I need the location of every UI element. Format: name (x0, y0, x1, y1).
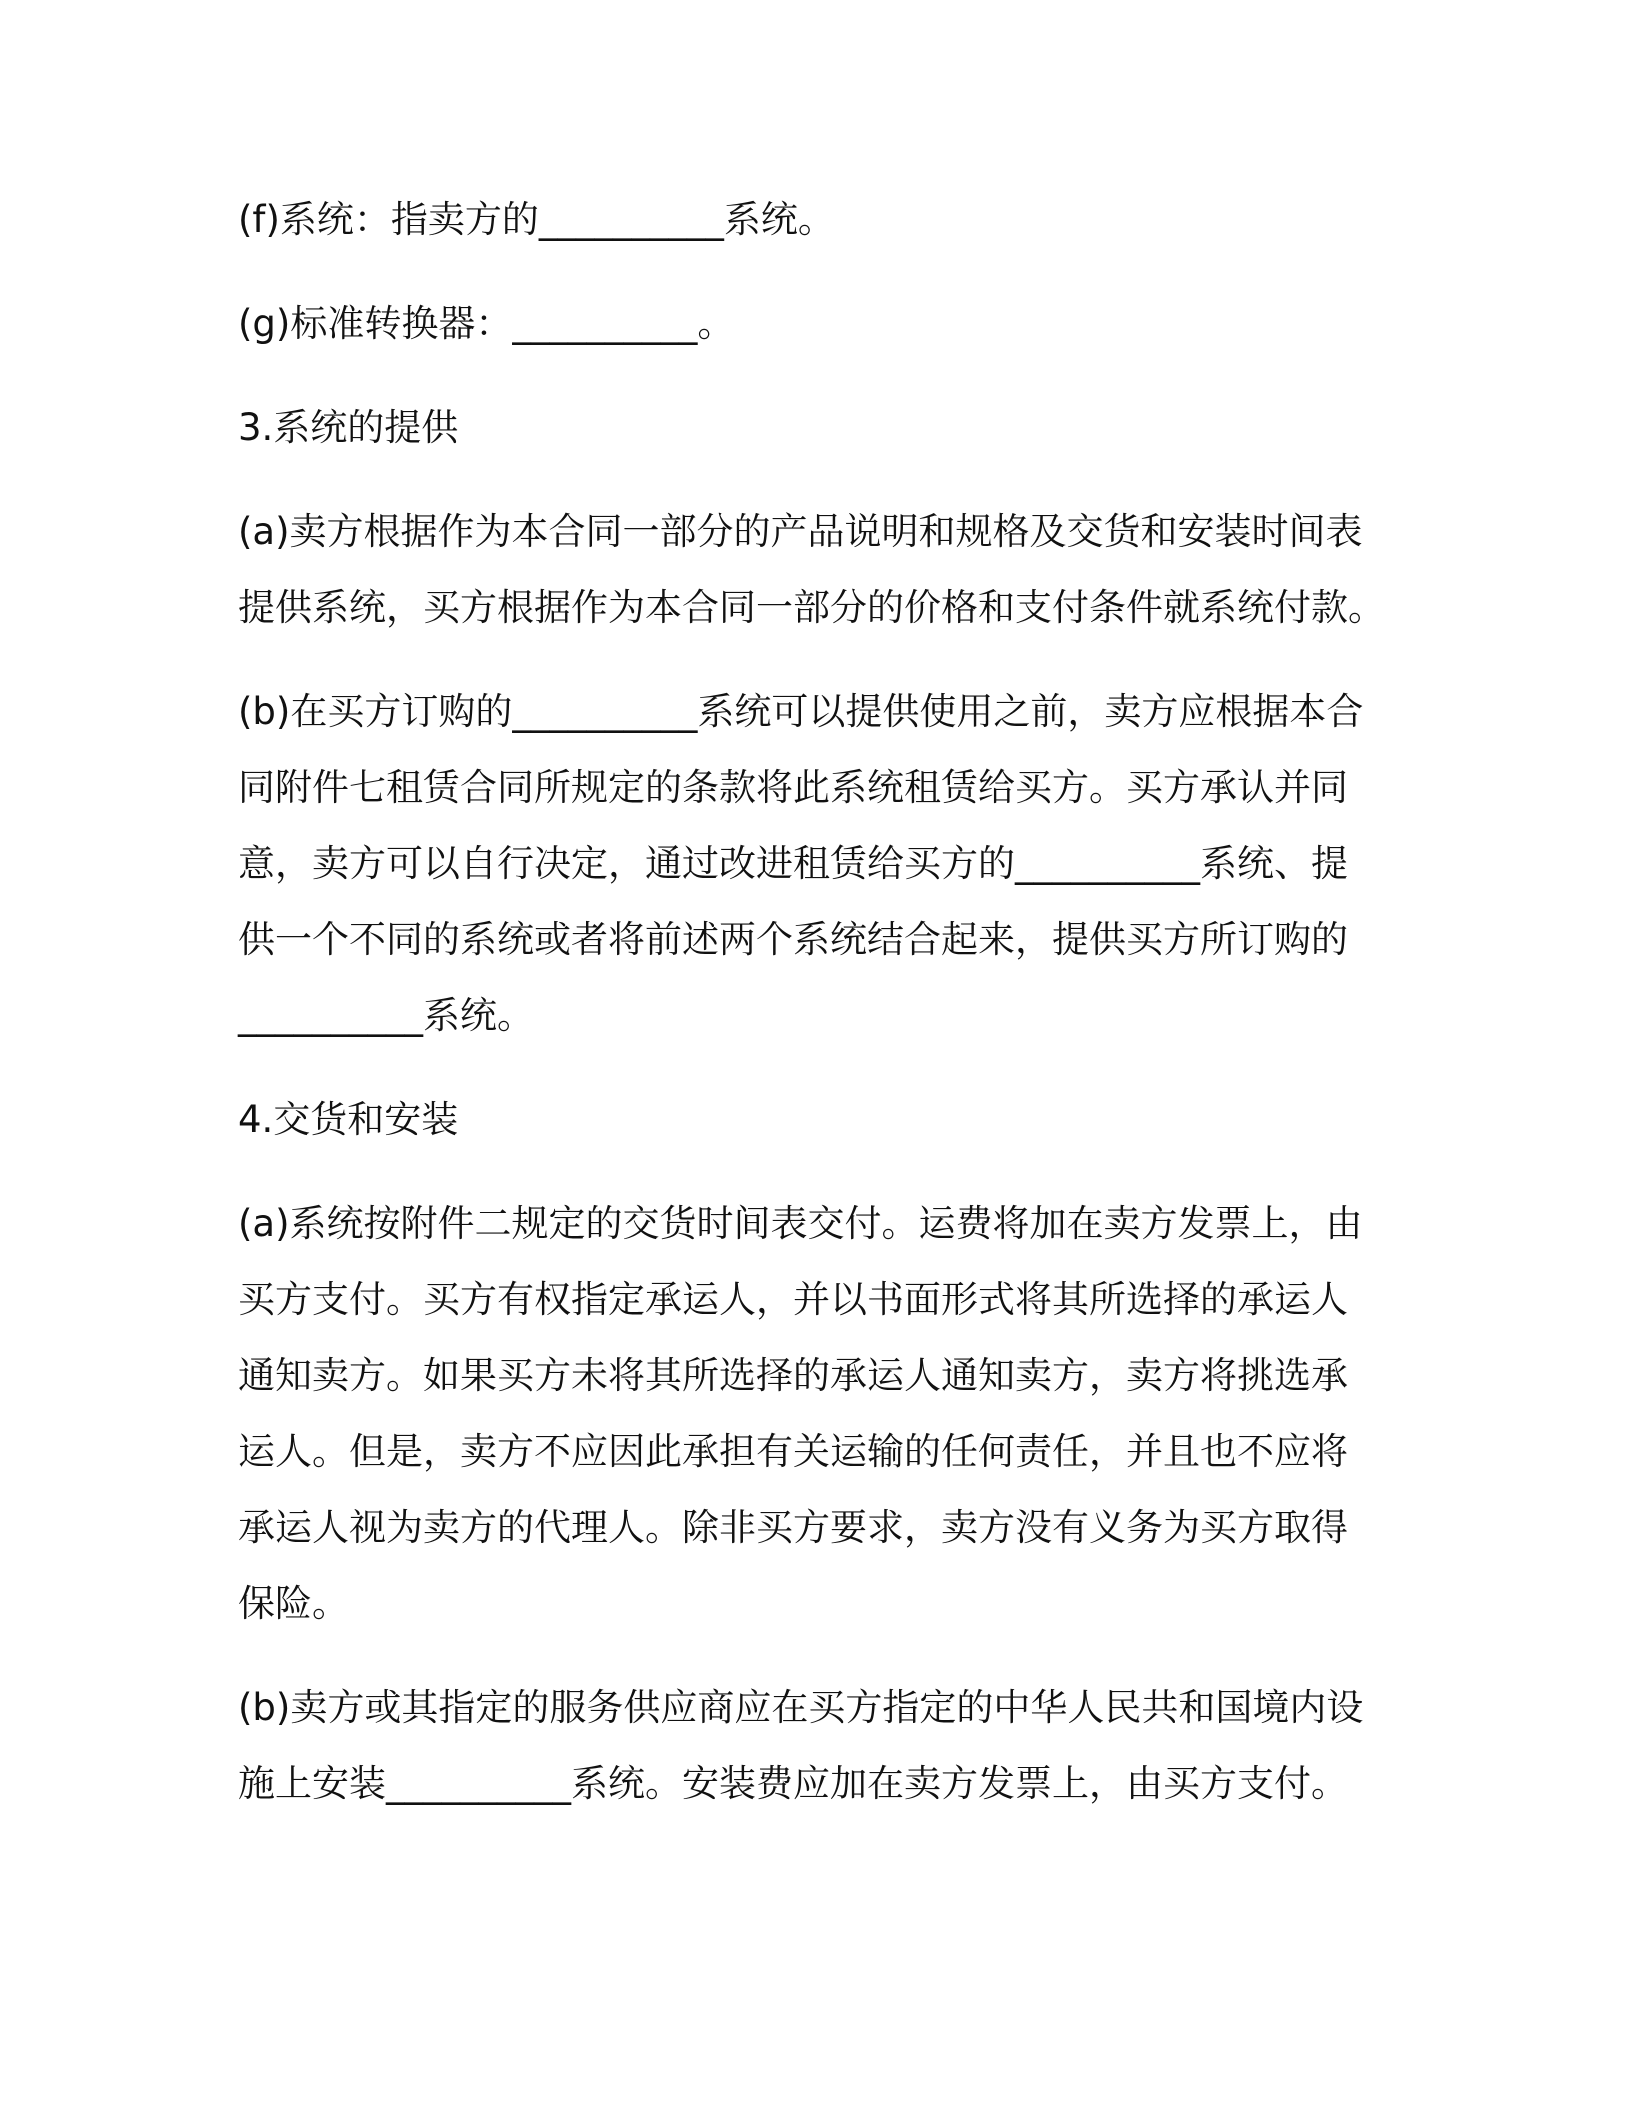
text-line: 提供系统，买方根据作为本合同一部分的价格和支付条件就系统付款。 (238, 586, 1385, 629)
text-line: (f)系统：指卖方的__________系统。 (238, 198, 835, 241)
text-line: (a)系统按附件二规定的交货时间表交付。运费将加在卖方发票上，由 (238, 1202, 1363, 1245)
text-line: (b)卖方或其指定的服务供应商应在买方指定的中华人民共和国境内设 (238, 1686, 1364, 1729)
text-line: 施上安装__________系统。安装费应加在卖方发票上，由买方支付。 (238, 1762, 1348, 1805)
document-body (238, 182, 1388, 1850)
clause-f (238, 182, 1388, 258)
text-line: __________系统。 (238, 994, 534, 1037)
heading-text: 4.交货和安装 (238, 1098, 459, 1141)
text-line: (a)卖方根据作为本合同一部分的产品说明和规格及交货和安装时间表 (238, 510, 1363, 553)
text-line: 供一个不同的系统或者将前述两个系统结合起来，提供买方所订购的 (238, 918, 1348, 961)
text-line: 运人。但是，卖方不应因此承担有关运输的任何责任，并且也不应将 (238, 1430, 1348, 1473)
text-line: 买方支付。买方有权指定承运人，并以书面形式将其所选择的承运人 (238, 1278, 1348, 1321)
text-line: 承运人视为卖方的代理人。除非买方要求，卖方没有义务为买方取得 (238, 1506, 1348, 1549)
heading-text: 3.系统的提供 (238, 406, 459, 449)
text-line: 保险。 (238, 1582, 349, 1625)
clause-3a (238, 494, 1388, 646)
clause-4a (238, 1186, 1388, 1642)
text-line: (g)标准转换器：__________。 (238, 302, 735, 345)
text-line: 意，卖方可以自行决定，通过改进租赁给买方的__________系统、提 (238, 842, 1348, 885)
section-heading-4 (238, 1082, 1388, 1158)
clause-4b (238, 1670, 1388, 1822)
clause-3b (238, 674, 1388, 1054)
clause-g (238, 286, 1388, 362)
text-line: 通知卖方。如果买方未将其所选择的承运人通知卖方，卖方将挑选承 (238, 1354, 1348, 1397)
text-line: (b)在买方订购的__________系统可以提供使用之前，卖方应根据本合 (238, 690, 1364, 733)
section-heading-3 (238, 390, 1388, 466)
text-line: 同附件七租赁合同所规定的条款将此系统租赁给买方。买方承认并同 (238, 766, 1348, 809)
